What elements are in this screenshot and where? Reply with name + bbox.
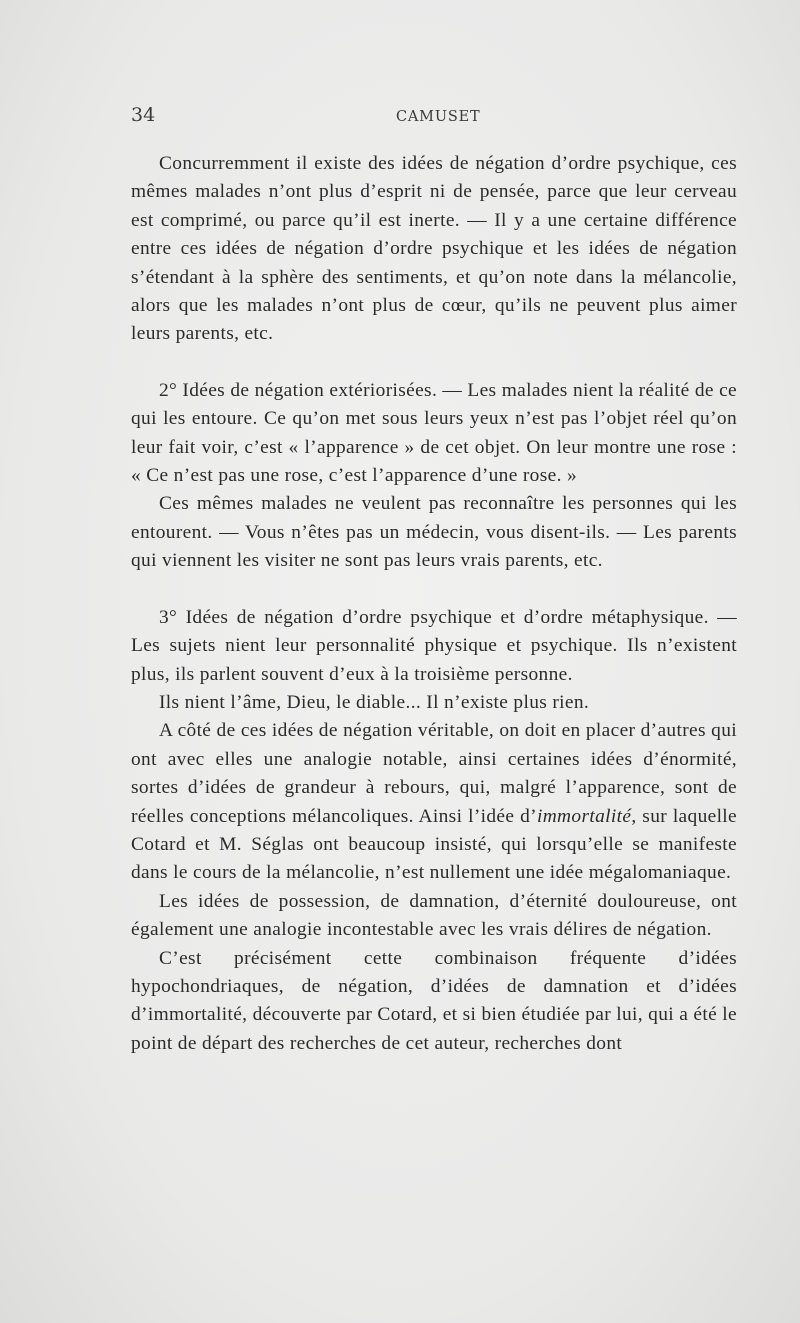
page-number: 34 xyxy=(131,104,156,126)
paragraph: Les idées de possession, de damnation, d’éternité douloureuse, ont également une analogie incontestable avec les vrais délires de négation. xyxy=(131,890,737,941)
running-head: CAMUSET xyxy=(396,109,481,125)
paragraph: Ils nient l’âme, Dieu, le diable... Il n’existe plus rien. xyxy=(159,691,590,713)
paragraph: 2° Idées de négation extériorisées. — Les malades nient la réalité de ce qui les entoure. Ce qu’on met sous leurs yeux n’est pas l’objet réel qu’on leur fait voir, c’est « l’apparence » de cet objet. On leur montre une rose : « Ce n’est pas une rose, c’est l’apparence d’une rose. » xyxy=(131,379,737,487)
paragraph-text: A côté de ces idées de négation véritable, on doit en placer d’autres qui ont avec elles une analogie notable, ainsi certaines idées d’énormité, sortes d’idées de grandeur à rebours, qui, malgré l’apparence, sont de réelles conceptions mélancoliques. Ainsi l’idée d’ xyxy=(131,720,737,827)
paragraph: Concurremment il existe des idées de négation d’ordre psychique, ces mêmes malades n’ont plus d’esprit ni de pensée, parce que leur cerveau est comprimé, ou parce qu’il est inerte. — Il y a une certaine différence entre ces idées de négation d’ordre psychique et les idées de négation s’étendant à la sphère des sentiments, et qu’on note dans la mélancolie, alors que les malades n’ont plus de cœur, qu’ils ne peuvent plus aimer leurs parents, etc. xyxy=(131,153,737,345)
paragraph: 3° Idées de négation d’ordre psychique et d’ordre métaphysique. — Les sujets nient leur personnalité physique et psychique. Ils n’existent plus, ils parlent souvent d’eux à la troisième personne. xyxy=(131,606,737,685)
paragraph-text: , sur laquelle Cotard et M. Séglas ont beaucoup insisté, qui lorsqu’elle se manifeste dans le cours de la mélancolie, n’est nullement une idée mégalomaniaque. xyxy=(131,805,737,884)
body-text xyxy=(131,150,737,1058)
italic-term: immortalité xyxy=(536,805,632,827)
paragraph: Ces mêmes malades ne veulent pas reconnaître les personnes qui les entourent. — Vous n’êtes pas un médecin, vous disent-ils. — Les parents qui viennent les visiter ne sont pas leurs vrais parents, etc. xyxy=(131,493,737,572)
page-header xyxy=(131,104,737,132)
paragraph xyxy=(131,717,737,887)
paragraph: C’est précisément cette combinaison fréquente d’idées hypochondriaques, de négation, d’idées de damnation et d’idées d’immortalité, découverte par Cotard, et si bien étudiée par lui, qui a été le point de départ des recherches de cet auteur, recherches dont xyxy=(131,947,737,1054)
